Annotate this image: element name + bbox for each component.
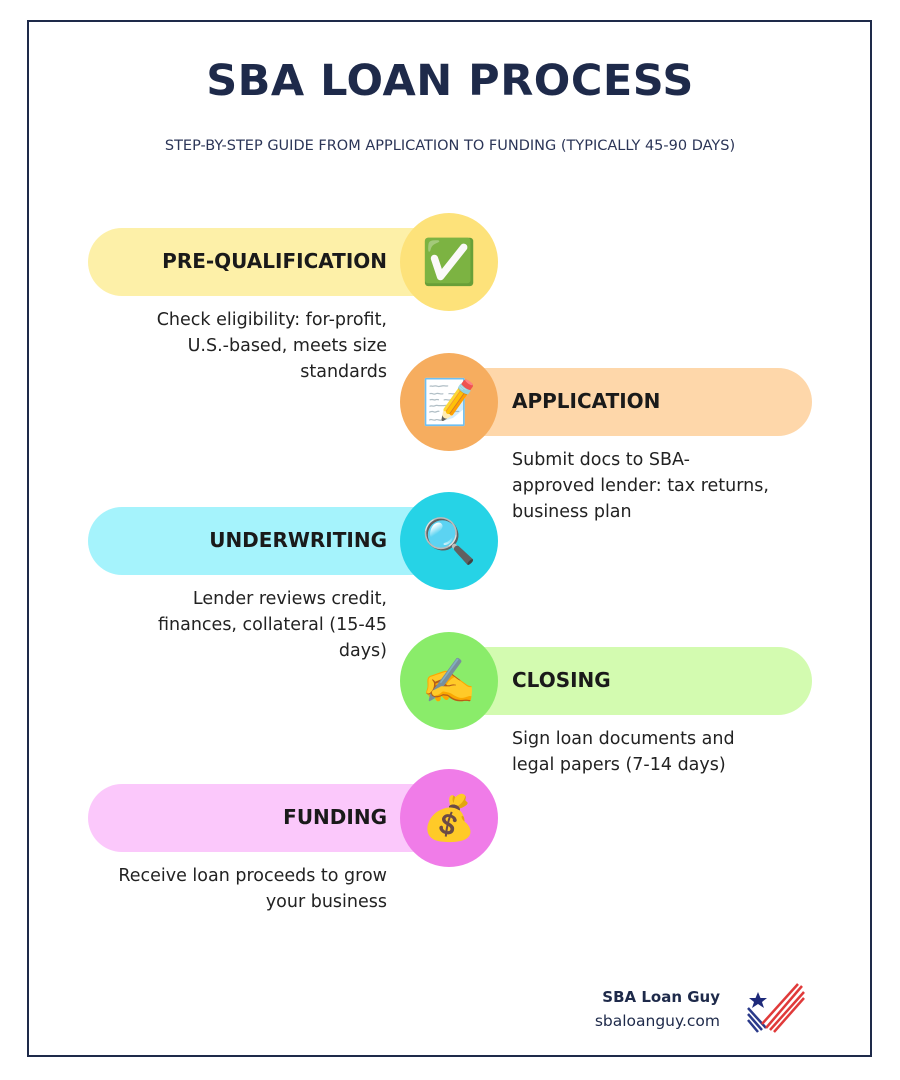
writing-hand-icon: ✍️ xyxy=(421,656,477,707)
step-description: Receive loan proceeds to grow your business xyxy=(118,866,387,912)
step-icon-circle xyxy=(400,492,498,590)
magnifying-glass-icon: 🔍 xyxy=(421,516,477,567)
brand-name: SBA Loan Guy xyxy=(602,988,720,1006)
step-label: APPLICATION xyxy=(512,389,661,413)
step-icon-circle xyxy=(400,769,498,867)
step-label: FUNDING xyxy=(283,805,387,829)
check-mark-icon: ✅ xyxy=(421,237,477,288)
money-bag-icon: 💰 xyxy=(421,793,477,844)
step-icon-circle xyxy=(400,213,498,311)
step-icon-circle xyxy=(400,353,498,451)
step-label: PRE-QUALIFICATION xyxy=(162,249,387,273)
step-description: Lender reviews credit, finances, collateral (15-45 days) xyxy=(158,589,387,661)
step-description: Check eligibility: for-profit, U.S.-based, meets size standards xyxy=(156,310,387,382)
step-label: CLOSING xyxy=(512,668,611,692)
brand-url[interactable]: sbaloanguy.com xyxy=(594,1012,720,1030)
memo-pencil-icon: 📝 xyxy=(421,377,477,428)
step-description: Submit docs to SBA-approved lender: tax returns, business plan xyxy=(512,450,769,522)
step-description: Sign loan documents and legal papers (7-14 days) xyxy=(512,729,735,775)
page-title: SBA LOAN PROCESS xyxy=(206,56,694,106)
step-label: UNDERWRITING xyxy=(209,528,387,552)
step-icon-circle xyxy=(400,632,498,730)
flag-check-logo-icon xyxy=(744,978,806,1036)
page-subtitle: STEP-BY-STEP GUIDE FROM APPLICATION TO FUNDING (TYPICALLY 45-90 DAYS) xyxy=(164,138,736,154)
